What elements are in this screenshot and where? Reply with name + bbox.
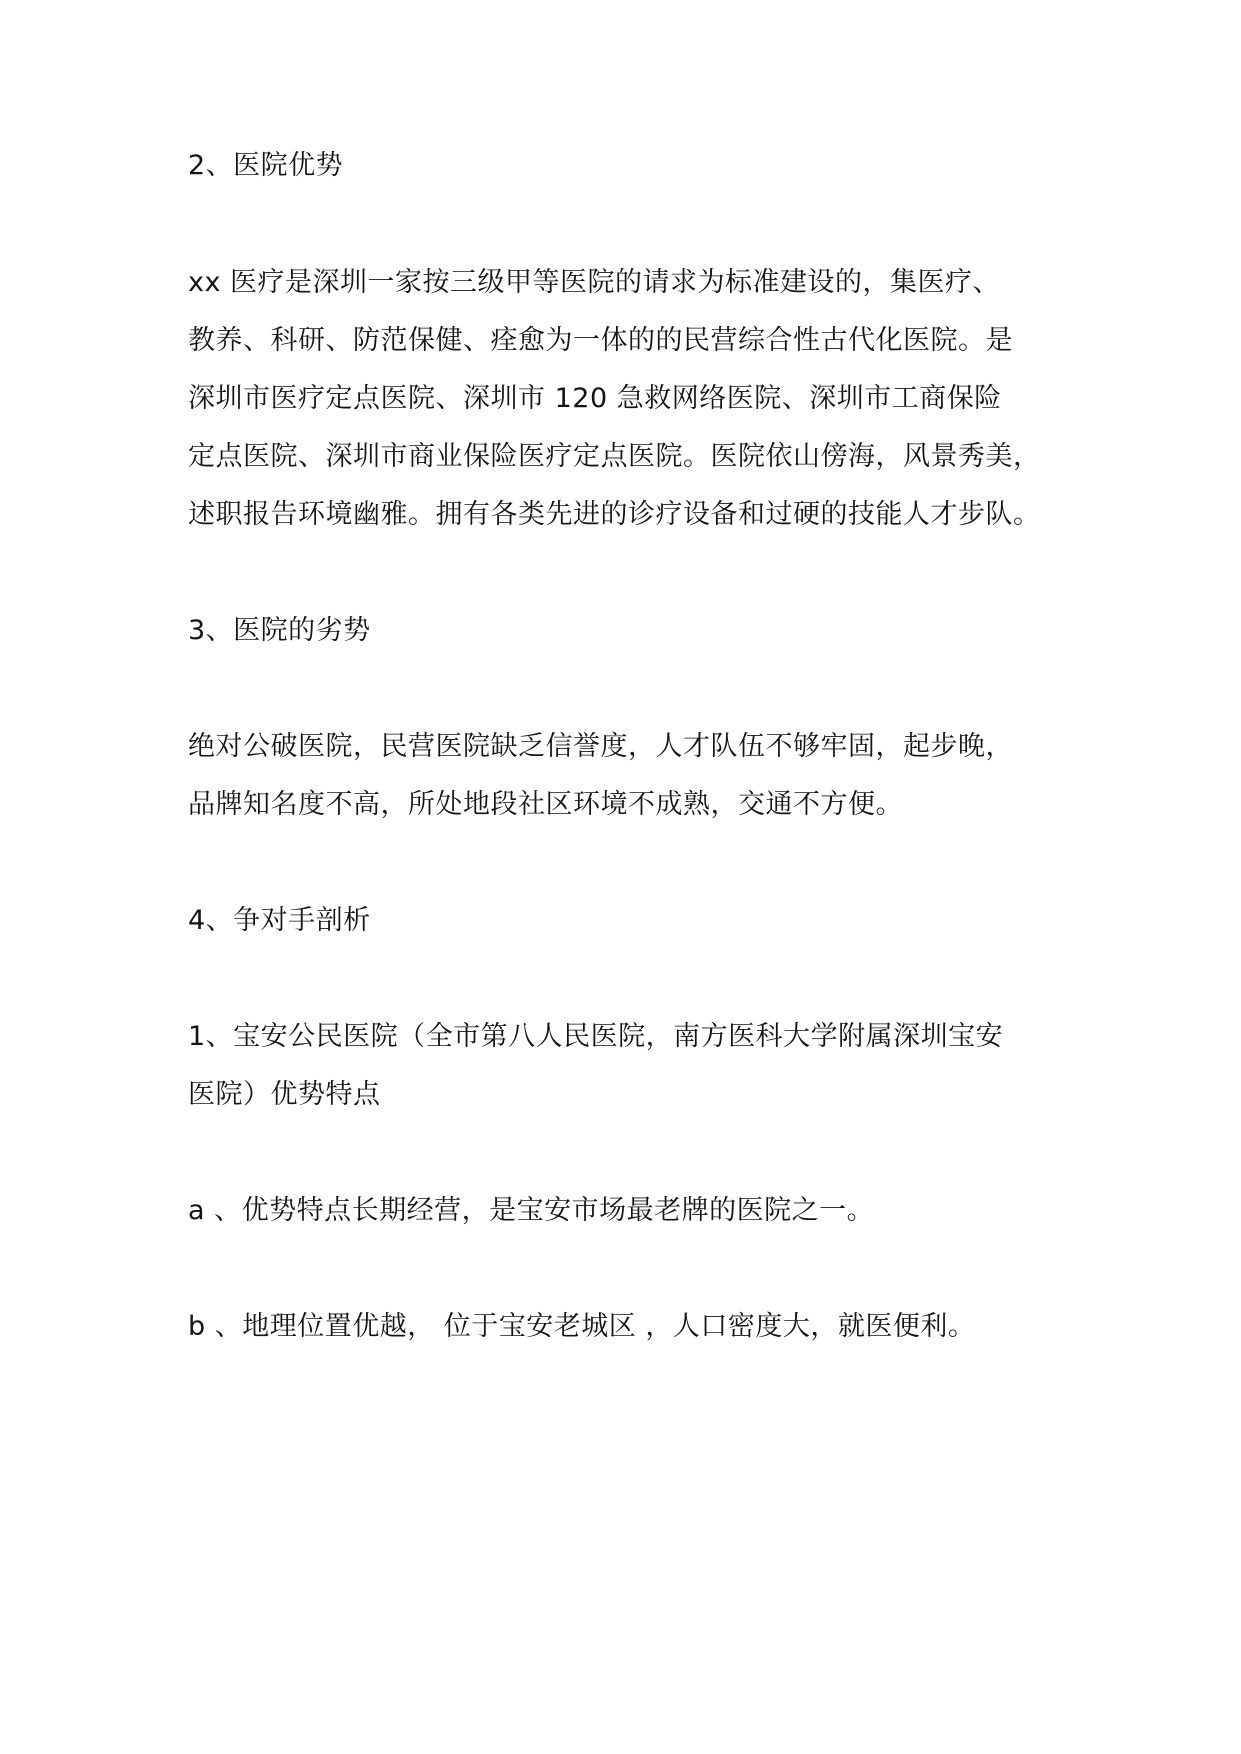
paragraph-line: 教养、科研、防范保健、痊愈为一体的的民营综合性古代化医院。是 bbox=[188, 325, 1013, 356]
section-heading-3: 3、医院的劣势 bbox=[188, 615, 371, 646]
paragraph-line: 品牌知名度不高，所处地段社区环境不成熟，交通不方便。 bbox=[188, 789, 903, 820]
paragraph-line: 述职报告环境幽雅。拥有各类先进的诊疗设备和过硬的技能人才步队。 bbox=[188, 499, 1041, 530]
section-heading-2: 2、医院优势 bbox=[188, 150, 344, 181]
list-item-a: a 、优势特点长期经营，是宝安市场最老牌的医院之一。 bbox=[188, 1195, 875, 1226]
paragraph-line: 1、宝安公民医院（全市第八人民医院，南方医科大学附属深圳宝安 bbox=[188, 1021, 1004, 1052]
paragraph-line: 医院）优势特点 bbox=[188, 1079, 381, 1110]
list-item-b: b 、地理位置优越， 位于宝安老城区 ，人口密度大，就医便利。 bbox=[188, 1311, 976, 1342]
paragraph-line: 深圳市医疗定点医院、深圳市 120 急救网络医院、深圳市工商保险 bbox=[188, 383, 1002, 414]
paragraph-line: 绝对公破医院，民营医院缺乏信誉度，人才队伍不够牢固，起步晚， bbox=[188, 731, 1013, 762]
paragraph-line: xx 医疗是深圳一家按三级甲等医院的请求为标准建设的，集医疗、 bbox=[188, 267, 1001, 298]
section-heading-4: 4、争对手剖析 bbox=[188, 905, 371, 936]
paragraph-line: 定点医院、深圳市商业保险医疗定点医院。医院依山傍海，风景秀美， bbox=[188, 441, 1041, 472]
